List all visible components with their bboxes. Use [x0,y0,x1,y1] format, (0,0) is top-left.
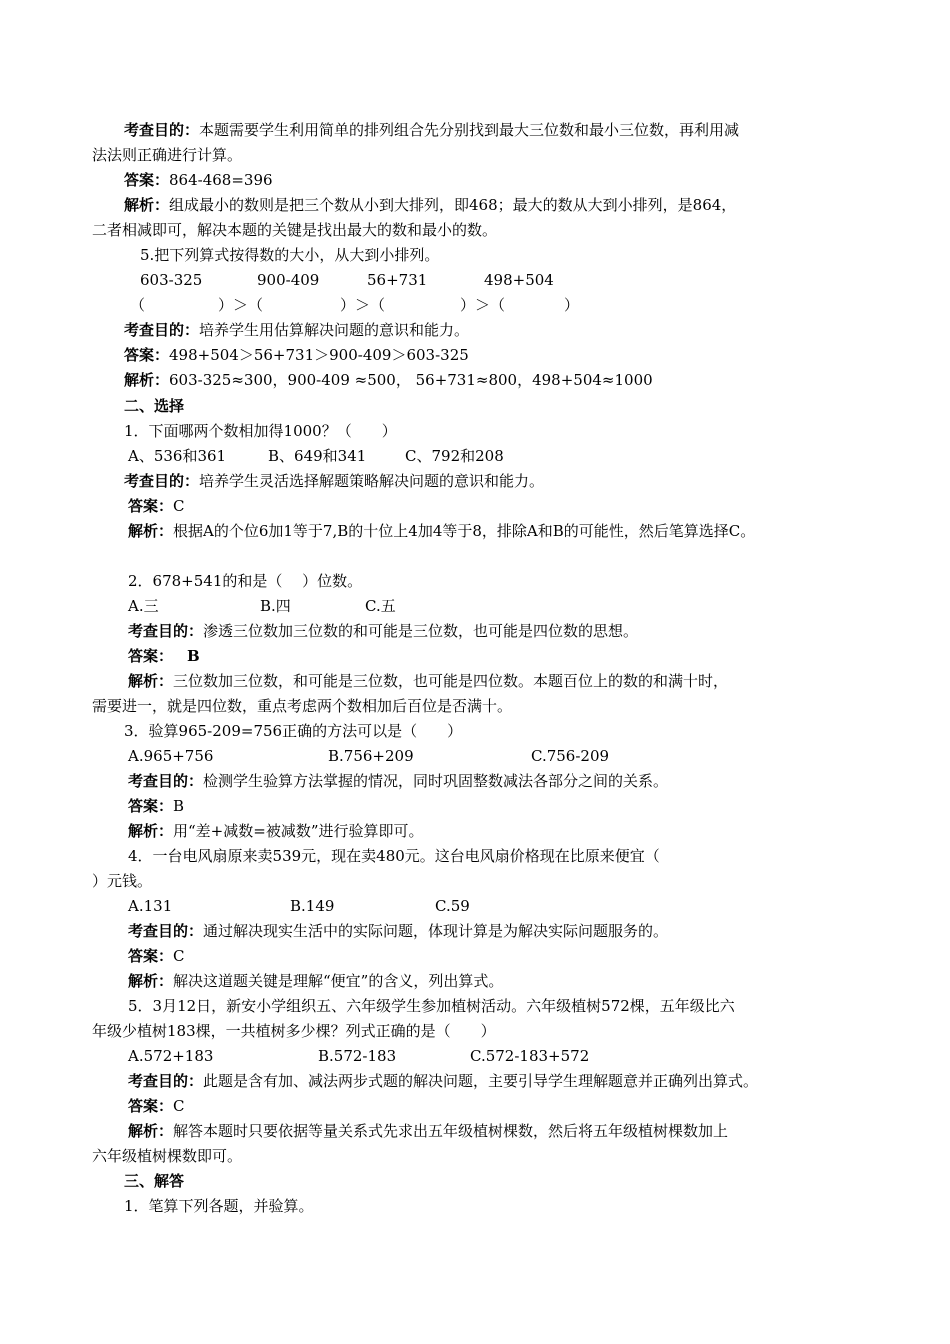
analysis-label: 解析： [128,522,174,540]
section-title: 三、解答 [124,1172,185,1190]
purpose-text: 渗透三位数加三位数的和可能是三位数，也可能是四位数的思想。 [203,622,639,640]
analysis-line [124,370,653,390]
option: C、792和208 [405,447,504,465]
answer-line [128,1096,185,1116]
options-row [128,896,470,916]
analysis-label: 解析： [128,822,174,840]
analysis-text: 解答本题时只要依据等量关系式先求出五年级植树棵数，然后将五年级植树棵数加上 [173,1122,729,1140]
answer-text: 864-468=396 [169,171,273,189]
section-title: 二、选择 [124,397,185,415]
expression: 603-325 [140,271,203,289]
answer-text: C [173,497,185,515]
expression: 498+504 [484,271,554,289]
option: C.756-209 [531,747,610,765]
purpose-line [124,320,469,340]
purpose-label: 考查目的： [124,472,200,490]
purpose-label: 考查目的： [124,321,200,339]
analysis-label: 解析： [124,196,170,214]
option: B.四 [260,597,291,615]
purpose-line [124,471,544,491]
purpose-line [128,621,638,641]
analysis-line [124,195,736,215]
analysis-text: 根据A的个位6加1等于7,B的十位上4加4等于8，排除A和B的可能性，然后笔算选择C。 [173,522,756,540]
answer-label: 答案： [128,497,174,515]
question-stem: 4．一台电风扇原来卖539元，现在卖480元。这台电风扇价格现在比原来便宜（ [128,847,660,865]
purpose-line [124,120,739,140]
purpose-line [128,1071,758,1091]
purpose-text-cont: 法法则正确进行计算。 [92,146,243,164]
answer-label: 答案： [124,171,170,189]
question-stem: 3．验算965-209=756正确的方法可以是（ ） [124,722,463,740]
purpose-text: 检测学生验算方法掌握的情况，同时巩固整数减法各部分之间的关系。 [203,772,669,790]
purpose-label: 考查目的： [124,121,200,139]
blank-row [130,295,579,315]
analysis-line [128,1121,728,1141]
analysis-text-cont: 六年级植树棵数即可。 [92,1147,243,1165]
options-row [128,446,504,466]
purpose-text: 培养学生用估算解决问题的意识和能力。 [199,321,470,339]
options-row [128,1046,589,1066]
question-stem: 1．下面哪两个数相加得1000？（ ） [124,422,397,440]
analysis-label: 解析： [128,672,174,690]
option: B.756+209 [328,747,414,765]
answer-label: 答案： [128,1097,174,1115]
option: B、649和341 [268,447,367,465]
analysis-label: 解析： [128,1122,174,1140]
question-stem: 5.把下列算式按得数的大小，从大到小排列。 [140,246,440,264]
answer-line [124,345,469,365]
purpose-text: 此题是含有加、减法两步式题的解决问题，主要引导学生理解题意并正确列出算式。 [203,1072,759,1090]
question-stem: 5．3月12日，新安小学组织五、六年级学生参加植树活动。六年级植树572棵，五年级比六 [128,997,735,1015]
question-stem: 1．笔算下列各题，并验算。 [124,1197,314,1215]
analysis-text: 组成最小的数则是把三个数从小到大排列，即468；最大的数从大到小排列，是864， [169,196,737,214]
options-row [128,746,609,766]
blank-open: （ [130,296,146,314]
answer-label: 答案： [128,797,174,815]
expression: 900-409 [257,271,320,289]
answer-text: 498+504＞56+731＞900-409＞603-325 [169,346,469,364]
analysis-text: 603-325≈300，900-409 ≈500， 56+731≈800，498+504≈1000 [169,371,653,389]
purpose-label: 考查目的： [128,622,204,640]
analysis-label: 解析： [128,972,174,990]
blank-close: ） [564,296,580,314]
analysis-line [128,971,503,991]
purpose-text: 本题需要学生利用简单的排列组合先分别找到最大三位数和最小三位数，再利用减 [199,121,740,139]
purpose-line [128,921,668,941]
option: A.131 [128,897,173,915]
analysis-text: 解决这道题关键是理解“便宜”的含义，列出算式。 [173,972,504,990]
analysis-text-cont: 二者相减即可，解决本题的关键是找出最大的数和最小的数。 [92,221,498,239]
answer-line [124,170,273,190]
expression-row [140,270,554,290]
blank-sep: ）＞（ [460,296,506,314]
option: A.三 [128,597,159,615]
purpose-line [128,771,668,791]
option: C.59 [435,897,470,915]
purpose-label: 考查目的： [128,922,204,940]
answer-line [128,646,200,666]
blank-sep: ）＞（ [340,296,386,314]
analysis-text: 用“差+减数=被减数”进行验算即可。 [173,822,424,840]
answer-line [128,796,184,816]
analysis-text: 三位数加三位数，和可能是三位数，也可能是四位数。本题百位上的数的和满十时， [173,672,729,690]
purpose-text: 培养学生灵活选择解题策略解决问题的意识和能力。 [199,472,545,490]
option: C.五 [365,597,396,615]
analysis-line [128,521,755,541]
answer-line [128,496,185,516]
answer-text: C [173,947,185,965]
option: B.149 [290,897,335,915]
analysis-label: 解析： [124,371,170,389]
purpose-label: 考查目的： [128,772,204,790]
options-row [128,596,396,616]
option: A.572+183 [128,1047,214,1065]
question-stem: 2．678+541的和是（ ）位数。 [128,572,363,590]
answer-text: C [173,1097,185,1115]
purpose-label: 考查目的： [128,1072,204,1090]
option: A、536和361 [128,447,227,465]
question-stem-cont: 年级少植树183棵，一共植树多少棵？列式正确的是（ ） [92,1022,496,1040]
option: C.572-183+572 [470,1047,590,1065]
blank-sep: ）＞（ [218,296,264,314]
answer-line [128,946,185,966]
answer-label: 答案： [128,647,174,665]
option: B.572-183 [318,1047,397,1065]
answer-label: 答案： [128,947,174,965]
purpose-text: 通过解决现实生活中的实际问题，体现计算是为解决实际问题服务的。 [203,922,669,940]
analysis-line [128,821,424,841]
analysis-line [128,671,728,691]
option: A.965+756 [128,747,214,765]
answer-text: B [187,647,200,665]
answer-text: B [173,797,185,815]
analysis-text-cont: 需要进一，就是四位数，重点考虑两个数相加后百位是否满十。 [92,697,513,715]
expression: 56+731 [367,271,428,289]
answer-label: 答案： [124,346,170,364]
question-stem-cont: ）元钱。 [92,872,153,890]
